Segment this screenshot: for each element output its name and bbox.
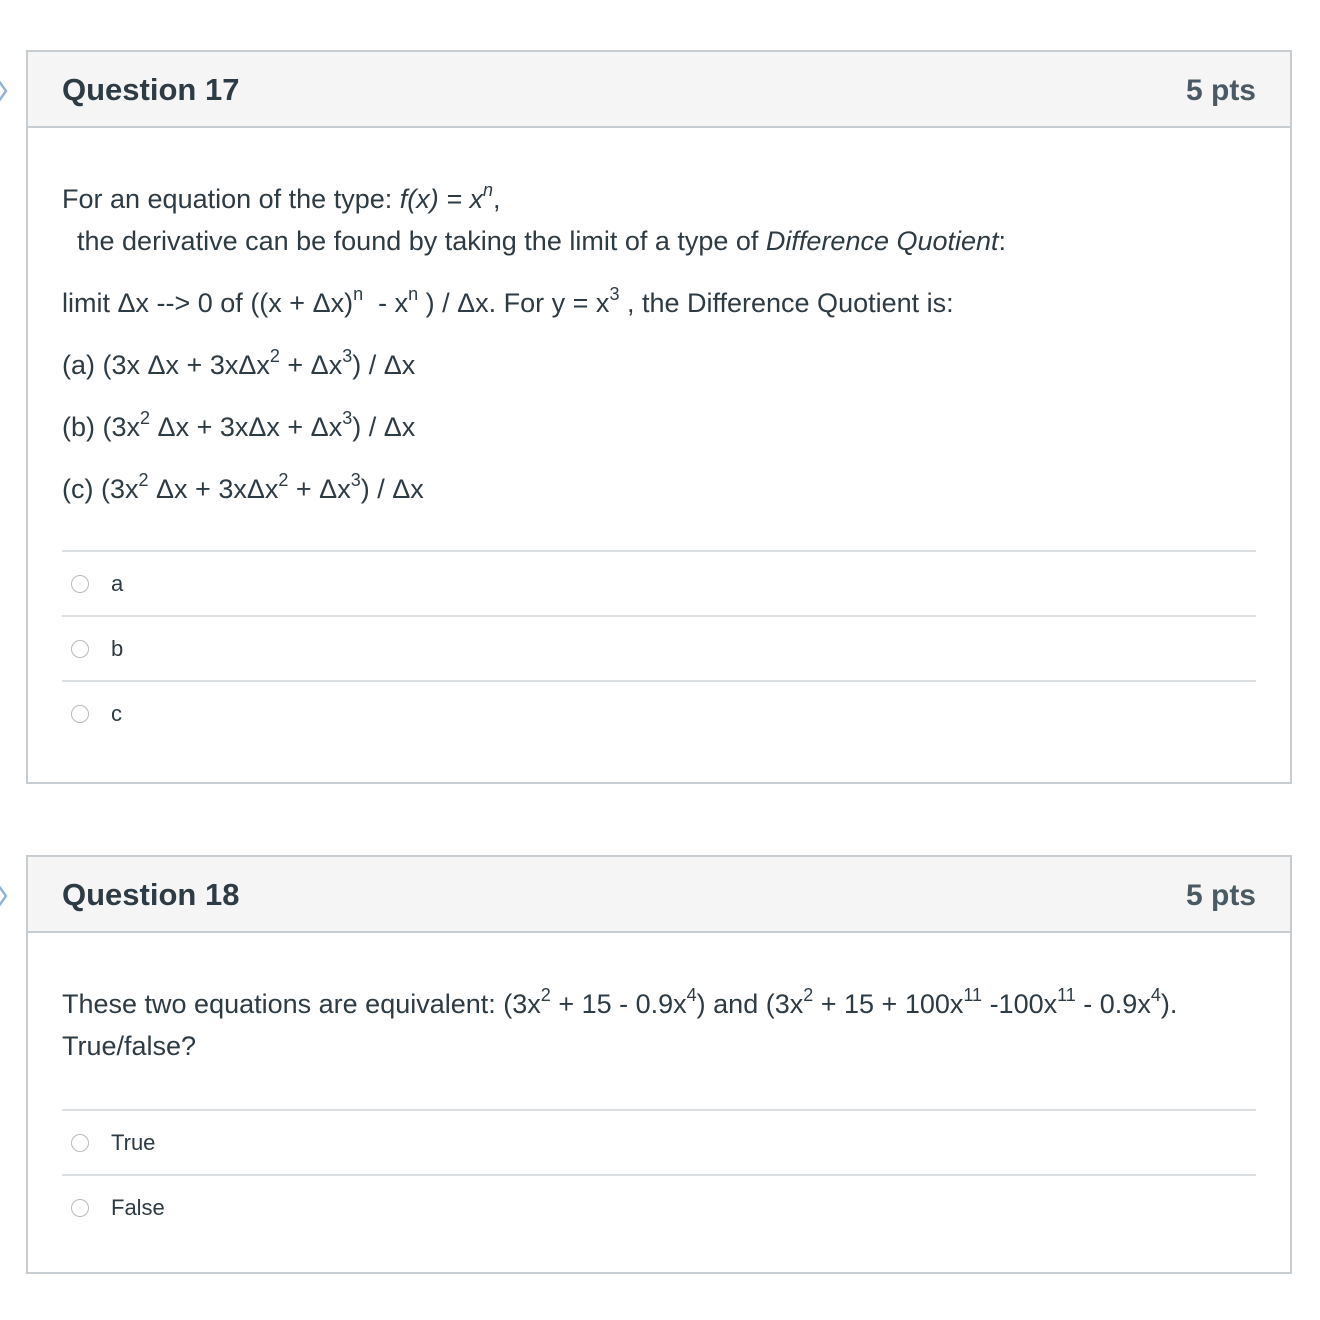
answer-option[interactable] [62,1176,1256,1239]
radio-button[interactable] [71,640,89,658]
question-text: These two equations are equivalent: $(3x^2 + 15 - 0.9x^4)$ and ($3x^2 + 15 + 100x^{11}$ $-100x^{11} - 0.9x^4$). True/false? [62,985,1178,1061]
answer-option[interactable] [62,1111,1256,1176]
option-text-b: (b) ($3x^2$ $\Delta x + 3x\Delta x + \Delta x^3) / \Delta x$ [62,408,416,442]
radio-button[interactable] [71,1134,89,1152]
radio-button[interactable] [71,575,89,593]
question-header [28,857,1290,933]
question-flag-icon[interactable] [0,879,16,913]
question-points: 5 pts [1185,879,1256,912]
radio-button[interactable] [71,1199,89,1217]
question-header [28,52,1290,128]
radio-button[interactable] [71,705,89,723]
question-title: Question 17 [62,72,240,107]
question-body [28,983,1290,1239]
question-points: 5 pts [1185,74,1256,107]
option-text-c: (c) ($3x^2$ $\Delta x + 3x\Delta x^2 + \Delta x^3) / \Delta x$ [62,470,424,504]
answer-label[interactable]: False [111,1194,165,1220]
answer-label[interactable]: a [111,570,124,596]
question-text: For an equation of the type: $f(x) = x^n$, the derivative can be found by taking the limit of a type of Difference Quotient: [62,180,1007,256]
answer-label[interactable]: b [111,635,124,661]
question-18-card [26,855,1292,1274]
answer-label[interactable]: True [111,1129,156,1155]
answer-label[interactable]: c [111,700,122,726]
question-body [28,178,1290,745]
answer-option[interactable] [62,682,1256,745]
answer-option[interactable] [62,552,1256,617]
question-17-card [26,50,1292,784]
question-flag-icon[interactable] [0,74,16,108]
question-title: Question 18 [62,877,240,912]
answer-list [62,550,1256,745]
question-text: limit Δx --> 0 of ($(x + \Delta x)^n - x^n$ ) / Δx. For $y = x^3$ , the Difference Quotient is: [62,284,954,318]
option-text-a: (a) (3x $\Delta x + 3x\Delta x^2 + \Delta x^3) / \Delta x$ [62,346,416,380]
answer-option[interactable] [62,617,1256,682]
answer-list [62,1109,1256,1239]
